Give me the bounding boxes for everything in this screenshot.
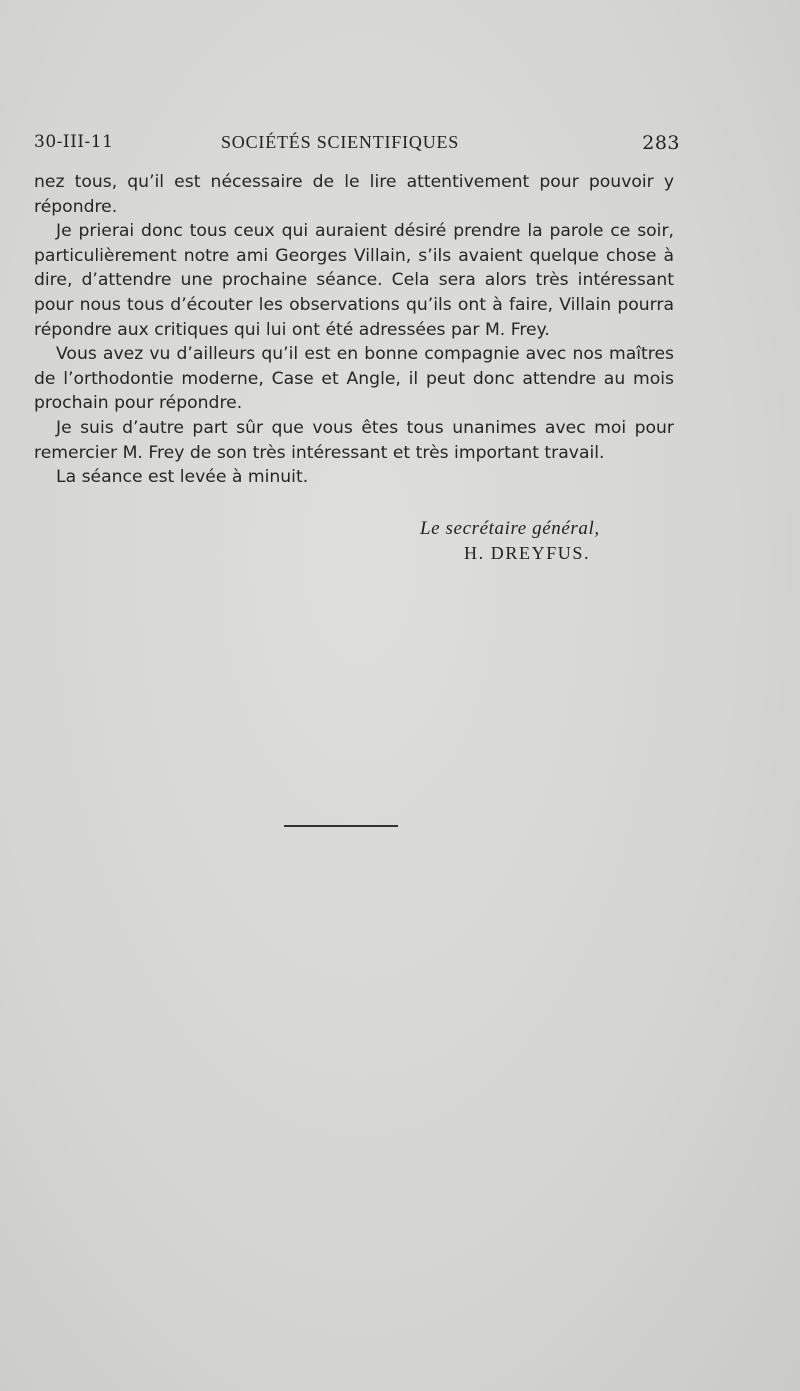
paragraph: Je prierai donc tous ceux qui auraient désiré prendre la parole ce soir, particulièrement notre ami Georges Villain, s’ils avaient quelque chose à dire, d’attendre une prochaine séance. Cela sera alors très intéressant pour nous tous d’écouter les observations qu’ils ont à faire, Villain pourra répondre aux critiques qui lui ont été adressées par M. Frey. (34, 221, 674, 340)
end-rule (284, 825, 398, 827)
running-head-title: SOCIÉTÉS SCIENTIFIQUES (221, 132, 460, 152)
paragraph: Vous avez vu d’ailleurs qu’il est en bonne compagnie avec nos maîtres de l’orthodontie moderne, Case et Angle, il peut donc attendre au mois prochain pour répondre. (34, 344, 674, 414)
paragraph: nez tous, qu’il est nécessaire de le lire attentivement pour pouvoir y répondre. (34, 172, 674, 217)
page-number: 283 (642, 132, 680, 154)
signature-title: Le secrétaire général, (420, 518, 600, 539)
signature-name: H. DREYFUS. (464, 543, 591, 563)
paragraph: La séance est levée à minuit. (56, 467, 309, 488)
paragraph: Je suis d’autre part sûr que vous êtes tous unanimes avec moi pour remercier M. Frey de son très intéressant et très important travail. (34, 417, 674, 463)
body-text (34, 170, 674, 490)
running-head-date: 30-III-11 (34, 132, 114, 152)
running-head (34, 132, 680, 162)
